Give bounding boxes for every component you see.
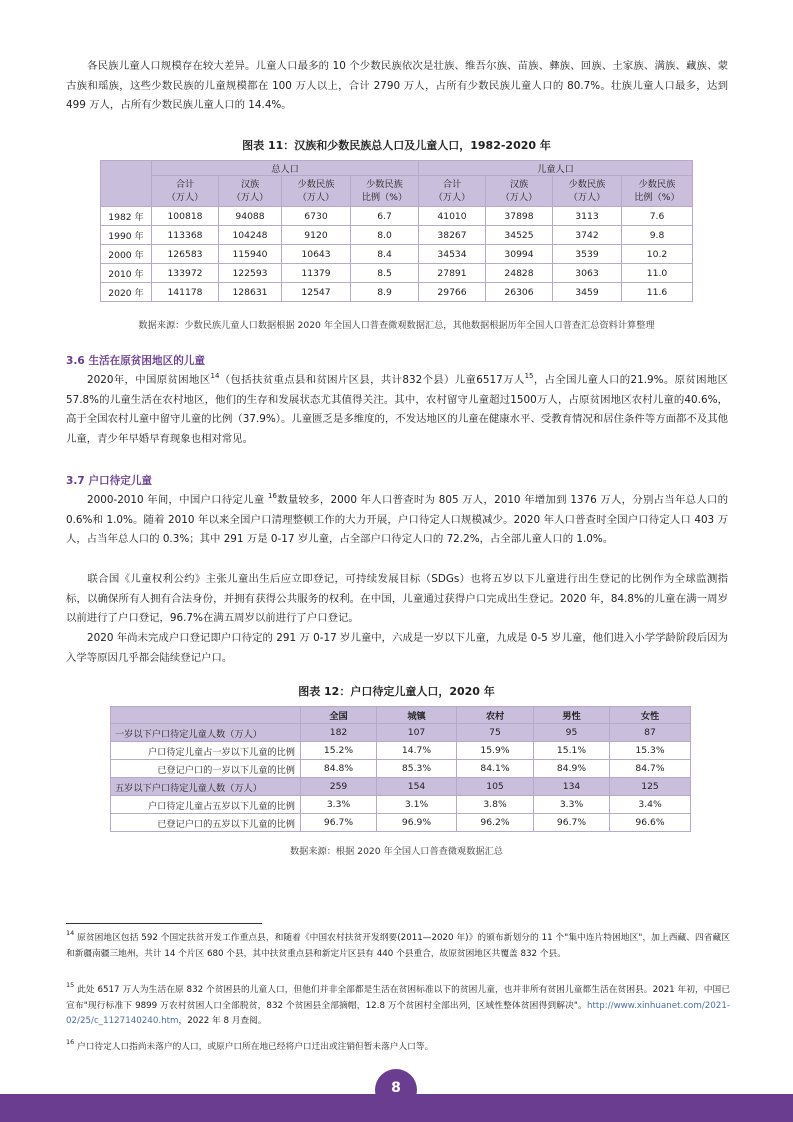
table-cell: 96.9%: [377, 814, 457, 832]
table-cell: 9120: [282, 226, 351, 245]
table1-source: 数据来源：少数民族儿童人口数据根据 2020 年全国人口普查微观数据汇总，其他数据根据历年全国人口普查汇总资料计算整理: [138, 320, 655, 331]
page-number: 8: [375, 1069, 417, 1111]
table-cell: 6.7: [351, 207, 419, 226]
section-3-6-paragraph: 2020年，中国原贫困地区$^{14}$（包括扶贫重点县和贫困片区县，共计832个县）儿童6517万人$^{15}$，占全国儿童人口的21.9%。原贫困地区57.8%的儿童生活在农村地区，他们的生存和发展状态尤其值得关注。其中，农村留守儿童超过1500万人，占原贫困地区农村儿童的40.6%，高于全国农村儿童中留守儿童的比例（37.9%）。儿童匮乏是多维度的，不发达地区的儿童在健康水平、受教育情况和居住条件等方面都不及其他儿童，青少年早婚早育现象也相对常见。: [66, 371, 728, 445]
row-year: 1982 年: [101, 207, 152, 226]
table1-subheader: 少数民族 （万人）: [282, 176, 351, 207]
table-cell: 11.0: [622, 264, 693, 283]
table-row: [101, 283, 693, 302]
table-cell: 15.9%: [457, 742, 534, 760]
table1-corner: [101, 161, 152, 207]
section-3-7-title: 3.7 户口待定儿童: [66, 475, 153, 487]
table-cell: 6730: [282, 207, 351, 226]
table-cell: 24828: [486, 264, 553, 283]
footnote-divider: [66, 923, 262, 924]
table2-column-header: 全国: [301, 707, 377, 724]
table-row: [111, 742, 691, 760]
table-cell: 8.0: [351, 226, 419, 245]
table-cell: 133972: [152, 264, 219, 283]
table1-subheader: 合计 （万人）: [419, 176, 486, 207]
row-label: 户口待定儿童占五岁以下儿童的比例: [111, 796, 301, 814]
table-cell: 84.8%: [301, 760, 377, 778]
table-cell: 15.1%: [534, 742, 610, 760]
table1-subheader: 少数民族 比例（%）: [622, 176, 693, 207]
footnote-ref-14[interactable]: 14: [210, 371, 220, 380]
unregistered-children-table: [110, 706, 691, 832]
table-cell: 95: [534, 724, 610, 742]
table-row: [101, 226, 693, 245]
table2-column-header: 男性: [534, 707, 610, 724]
table-cell: 27891: [419, 264, 486, 283]
table-cell: 115940: [219, 245, 282, 264]
table-cell: 9.8: [622, 226, 693, 245]
table-cell: 8.5: [351, 264, 419, 283]
table-cell: 113368: [152, 226, 219, 245]
table2-corner: [111, 707, 301, 724]
row-label: 已登记户口的一岁以下儿童的比例: [111, 760, 301, 778]
table-cell: 10643: [282, 245, 351, 264]
table-cell: 26306: [486, 283, 553, 302]
table-cell: 29766: [419, 283, 486, 302]
section-3-6-title: 3.6 生活在原贫困地区的儿童: [66, 355, 205, 367]
row-year: 2000 年: [101, 245, 152, 264]
table-row: [111, 760, 691, 778]
table-cell: 87: [610, 724, 691, 742]
table-row: [101, 245, 693, 264]
row-year: 1990 年: [101, 226, 152, 245]
table-cell: 96.2%: [457, 814, 534, 832]
row-year: 2020 年: [101, 283, 152, 302]
table-row: [111, 814, 691, 832]
table-cell: 104248: [219, 226, 282, 245]
table2-column-header: 城镇: [377, 707, 457, 724]
table2-source: 数据来源：根据 2020 年全国人口普查微观数据汇总: [290, 846, 503, 857]
ethnic-population-table: [100, 160, 693, 302]
table-cell: 125: [610, 778, 691, 796]
table-row: [111, 724, 691, 742]
table1-subheader: 少数民族 （万人）: [553, 176, 622, 207]
table-cell: 15.2%: [301, 742, 377, 760]
row-year: 2010 年: [101, 264, 152, 283]
section-3-7-paragraph-2: 联合国《儿童权利公约》主张儿童出生后应立即登记，可持续发展目标（SDGs）也将五岁以下儿童进行出生登记的比例作为全球监测指标，以确保所有人拥有合法身份，并拥有获得公共服务的权利。在中国，儿童通过获得户口完成出生登记。2020 年，84.8%的儿童在满一周岁以前进行了户口登记，96.7%在满五周岁以前进行了户口登记。: [66, 573, 728, 624]
row-label: 一岁以下户口待定儿童人数（万人）: [111, 724, 301, 742]
table-cell: 94088: [219, 207, 282, 226]
footnote-15-link[interactable]: http://www.xinhuanet.com/2021-02/25/c_1127140240.htm: [66, 1000, 730, 1027]
table-cell: 128631: [219, 283, 282, 302]
footnote-16: $^{16}$ 户口待定人口指尚未落户的人口，或原户口所在地已经将户口迁出或注销但暂未落户人口等。: [66, 1038, 434, 1052]
table1-subheader: 合计 （万人）: [152, 176, 219, 207]
table-cell: 84.7%: [610, 760, 691, 778]
table-row: [111, 778, 691, 796]
table-cell: 259: [301, 778, 377, 796]
footnote-ref-16[interactable]: 16: [268, 491, 277, 500]
table-cell: 37898: [486, 207, 553, 226]
table-row: [111, 796, 691, 814]
table1-title: 图表 11：汉族和少数民族总人口及儿童人口，1982-2020 年: [242, 139, 551, 152]
table1-subheader-row: [101, 176, 693, 207]
table-cell: 10.2: [622, 245, 693, 264]
section-3-7-paragraph-3: 2020 年尚未完成户口登记即户口待定的 291 万 0-17 岁儿童中，六成是一岁以下儿童，九成是 0-5 岁儿童，他们进入小学学龄阶段后因为入学等原因几乎都会陆续登记户口。: [66, 632, 728, 664]
table-cell: 3063: [553, 264, 622, 283]
table-cell: 3.8%: [457, 796, 534, 814]
table1-subheader: 汉族 （万人）: [219, 176, 282, 207]
table-cell: 8.4: [351, 245, 419, 264]
footnote-15: $^{15}$ 此处 6517 万人为生活在原 832 个贫困县的儿童人口，但他们并非全部都是生活在贫困标准以下的贫困儿童，也并非所有贫困儿童都生活在贫困县。2021 年初，中国已宣布"现行标准下 9899 万农村贫困人口全部脱贫，832 个贫困县全部摘帽，12.8 万个贫困村全部出列，区域性整体贫困得到解决"。http://www.xinhuanet.com/2021-02/25/c_1127140240.htm，2022 年 8 月查阅。: [66, 981, 731, 1027]
table-cell: 3.3%: [301, 796, 377, 814]
table-cell: 34525: [486, 226, 553, 245]
table-cell: 11.6: [622, 283, 693, 302]
table-cell: 3.4%: [610, 796, 691, 814]
table-cell: 41010: [419, 207, 486, 226]
table2-header-row: [111, 707, 691, 724]
table2-body: [111, 724, 691, 832]
table-cell: 107: [377, 724, 457, 742]
table-cell: 75: [457, 724, 534, 742]
table-cell: 3.1%: [377, 796, 457, 814]
row-label: 五岁以下户口待定儿童人数（万人）: [111, 778, 301, 796]
table2-column-header: 女性: [610, 707, 691, 724]
table1-group-total: 总人口: [152, 161, 419, 176]
table-cell: 84.1%: [457, 760, 534, 778]
footnote-ref-15[interactable]: 15: [524, 371, 534, 380]
table-cell: 3113: [553, 207, 622, 226]
table-cell: 3539: [553, 245, 622, 264]
table-cell: 3459: [553, 283, 622, 302]
table-cell: 126583: [152, 245, 219, 264]
table-cell: 105: [457, 778, 534, 796]
footnote-14: $^{14}$ 原贫困地区包括 592 个国定扶贫开发工作重点县，和随着《中国农村扶贫开发纲要(2011—2020 年)》的颁布新划分的 11 个"集中连片特困地区"，加上西藏、四省藏区和新疆南疆三地州，共计 14 个片区 680 个县，其中扶贫重点县和新定片区县有 440 个县重合，故原贫困地区共覆盖 832 个县。: [66, 929, 730, 959]
table-cell: 34534: [419, 245, 486, 264]
table-cell: 12547: [282, 283, 351, 302]
table-cell: 182: [301, 724, 377, 742]
row-label: 户口待定儿童占一岁以下儿童的比例: [111, 742, 301, 760]
intro-paragraph: 各民族儿童人口规模存在较大差异。儿童人口最多的 10 个少数民族依次是壮族、维吾尔族、苗族、彝族、回族、土家族、满族、藏族、蒙古族和瑶族，这些少数民族的儿童规模都在 100 万人以上，合计 2790 万人，占所有少数民族儿童人口的 80.7%。壮族儿童人口最多，达到 499 万人，占所有少数民族儿童人口的 14.4%。: [66, 60, 728, 111]
table-cell: 7.6: [622, 207, 693, 226]
table-cell: 96.7%: [301, 814, 377, 832]
table-cell: 84.9%: [534, 760, 610, 778]
table1-subheader: 汉族 （万人）: [486, 176, 553, 207]
table1-group-child: 儿童人口: [419, 161, 693, 176]
table-cell: 85.3%: [377, 760, 457, 778]
section-3-7-paragraph-1: 2000-2010 年间，中国户口待定儿童 $^{16}$数量较多，2000 年人口普查时为 805 万人，2010 年增加到 1376 万人，分别占当年总人口的 0.6%和 1.0%。随着 2010 年以来全国户口清理整顿工作的大力开展，户口待定人口规模减少。2020 年人口普查时全国户口待定人口 403 万人，占当年总人口的 0.3%；其中 291 万是 0-17 岁儿童，占全部户口待定人口的 72.2%，占全部儿童人口的 1.0%。: [66, 491, 728, 545]
table-cell: 14.7%: [377, 742, 457, 760]
table2-column-header: 农村: [457, 707, 534, 724]
table-cell: 154: [377, 778, 457, 796]
table-cell: 141178: [152, 283, 219, 302]
table-cell: 100818: [152, 207, 219, 226]
table-cell: 15.3%: [610, 742, 691, 760]
table2-title: 图表 12：户口待定儿童人口，2020 年: [298, 685, 495, 698]
table-cell: 3.3%: [534, 796, 610, 814]
table-cell: 96.6%: [610, 814, 691, 832]
table-row: [101, 207, 693, 226]
table-cell: 3742: [553, 226, 622, 245]
table-cell: 8.9: [351, 283, 419, 302]
table-cell: 96.7%: [534, 814, 610, 832]
table1-body: [101, 207, 693, 302]
table-cell: 30994: [486, 245, 553, 264]
table-cell: 38267: [419, 226, 486, 245]
table1-subheader: 少数民族 比例（%）: [351, 176, 419, 207]
table-row: [101, 264, 693, 283]
table-cell: 11379: [282, 264, 351, 283]
table-cell: 122593: [219, 264, 282, 283]
table-cell: 134: [534, 778, 610, 796]
row-label: 已登记户口的五岁以下儿童的比例: [111, 814, 301, 832]
